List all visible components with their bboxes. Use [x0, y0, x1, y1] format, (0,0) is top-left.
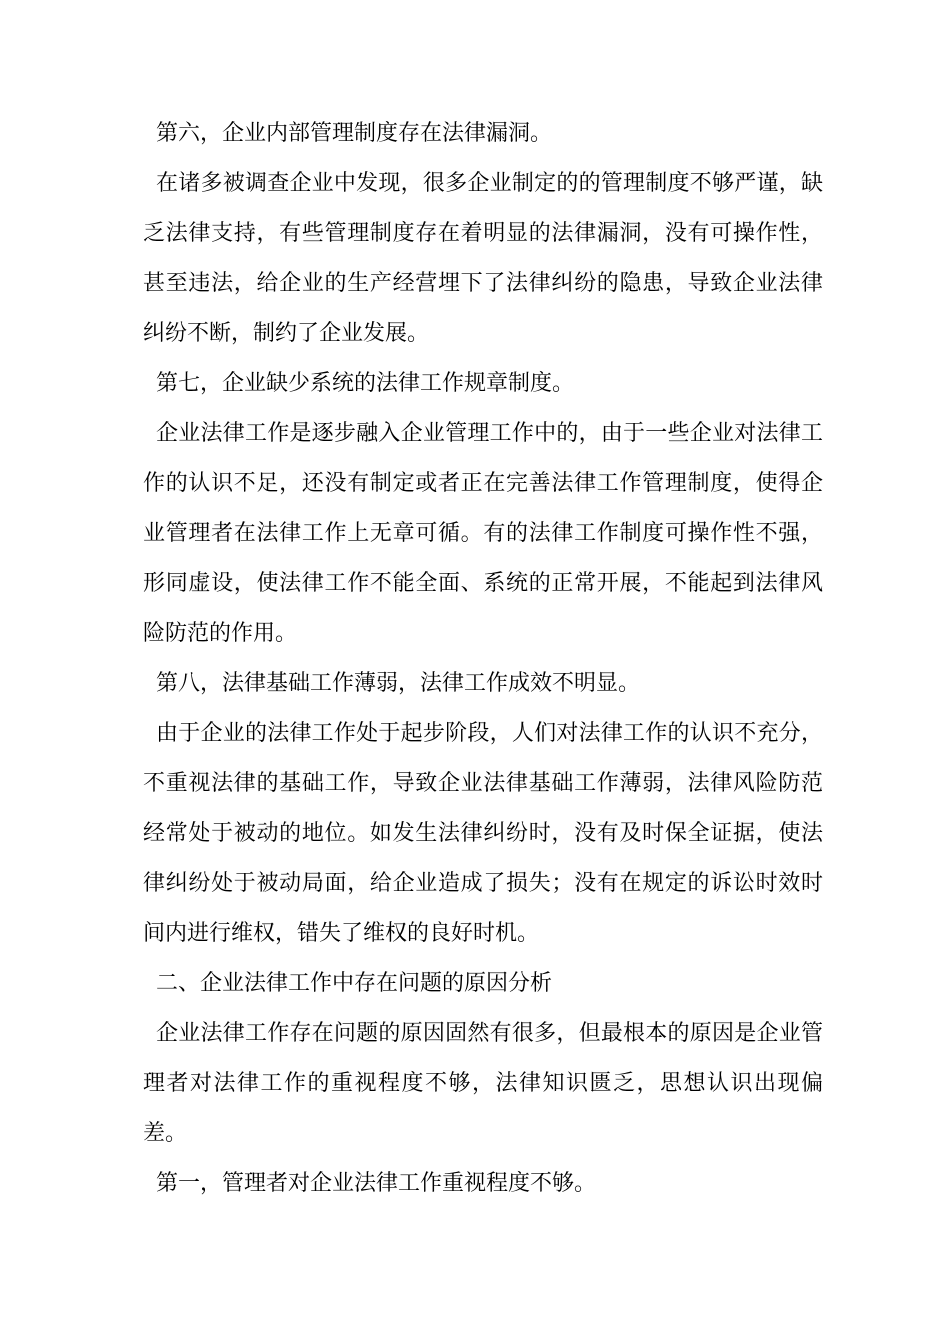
section-title-causes: 二、企业法律工作中存在问题的原因分析 — [156, 971, 553, 996]
heading-eighth: 第八，法律基础工作薄弱，法律工作成效不明显。 — [156, 671, 641, 696]
paragraph-eighth-body: 由于企业的法律工作处于起步阶段，人们对法律工作的认识不充分，不重视法律的基础工作，导致企业法律基础工作薄弱，法律风险防范经常处于被动的地位。如发生法律纠纷时，没有及时保全证据，使法律纠纷处于被动局面，给企业造成了损失；没有在规定的诉讼时效时间内进行维权，错失了维权的良好时机。 — [143, 721, 823, 946]
heading-first: 第一，管理者对企业法律工作重视程度不够。 — [156, 1171, 597, 1196]
paragraph-seventh-body: 企业法律工作是逐步融入企业管理工作中的，由于一些企业对法律工作的认识不足，还没有制定或者正在完善法律工作管理制度，使得企业管理者在法律工作上无章可循。有的法律工作制度可操作性不强，形同虚设，使法律工作不能全面、系统的正常开展，不能起到法律风险防范的作用。 — [143, 421, 823, 646]
document-body — [143, 109, 823, 1209]
paragraph-causes-body: 企业法律工作存在问题的原因固然有很多，但最根本的原因是企业管理者对法律工作的重视程度不够，法律知识匮乏，思想认识出现偏差。 — [143, 1021, 823, 1146]
heading-sixth: 第六，企业内部管理制度存在法律漏洞。 — [156, 121, 553, 146]
paragraph-sixth-body: 在诸多被调查企业中发现，很多企业制定的的管理制度不够严谨，缺乏法律支持，有些管理制度存在着明显的法律漏洞，没有可操作性，甚至违法，给企业的生产经营埋下了法律纠纷的隐患，导致企业法律纠纷不断，制约了企业发展。 — [143, 171, 823, 346]
heading-seventh: 第七，企业缺少系统的法律工作规章制度。 — [156, 371, 575, 396]
